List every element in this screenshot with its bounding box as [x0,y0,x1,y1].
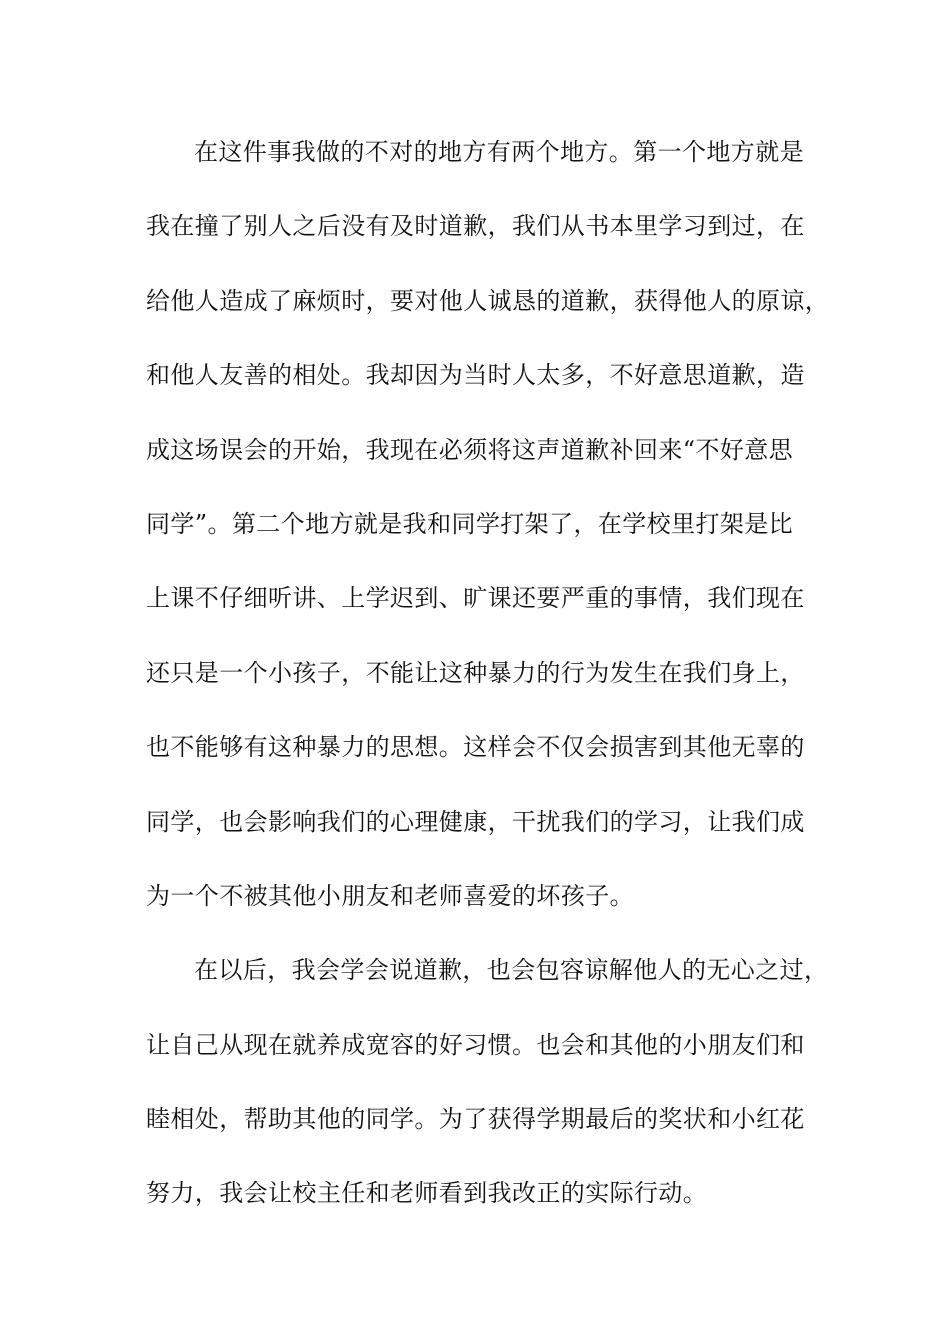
paragraph-2-line-4: 努力，我会让校主任和老师看到我改正的实际行动。 [146,1179,708,1208]
paragraph-2-line-2: 让自己从现在就养成宽容的好习惯。也会和其他的小朋友们和 [146,1030,805,1059]
paragraph-1-line-4: 和他人友善的相处。我却因为当时人太多，不好意思道歉，造 [146,361,805,390]
body-text [146,128,830,1244]
paragraph-1-line-9: 也不能够有这种暴力的思想。这样会不仅会损害到其他无辜的 [146,733,805,762]
paragraph-2-line-1: 在以后，我会学会说道歉，也会包容谅解他人的无心之过， [194,956,829,985]
paragraph-1-line-5: 成这场误会的开始，我现在必须将这声道歉补回来“不好意思 [146,435,794,464]
paragraph-1-line-6: 同学”。第二个地方就是我和同学打架了，在学校里打架是比 [146,509,794,538]
paragraph-1-line-2: 我在撞了别人之后没有及时道歉，我们从书本里学习到过，在 [146,212,805,241]
paragraph-1-line-11: 为一个不被其他小朋友和老师喜爱的坏孩子。 [146,881,634,910]
paragraph-1-line-10: 同学，也会影响我们的心理健康，干扰我们的学习，让我们成 [146,807,805,836]
paragraph-1-line-8: 还只是一个小孩子，不能让这种暴力的行为发生在我们身上， [146,658,805,687]
paragraph-1-line-7: 上课不仔细听讲、上学迟到、旷课还要严重的事情，我们现在 [146,584,805,613]
paragraph-1-line-3: 给他人造成了麻烦时，要对他人诚恳的道歉，获得他人的原谅， [146,286,830,315]
paragraph-2-line-3: 睦相处，帮助其他的同学。为了获得学期最后的奖状和小红花 [146,1105,805,1134]
paragraph-1-line-1: 在这件事我做的不对的地方有两个地方。第一个地方就是 [194,138,804,166]
